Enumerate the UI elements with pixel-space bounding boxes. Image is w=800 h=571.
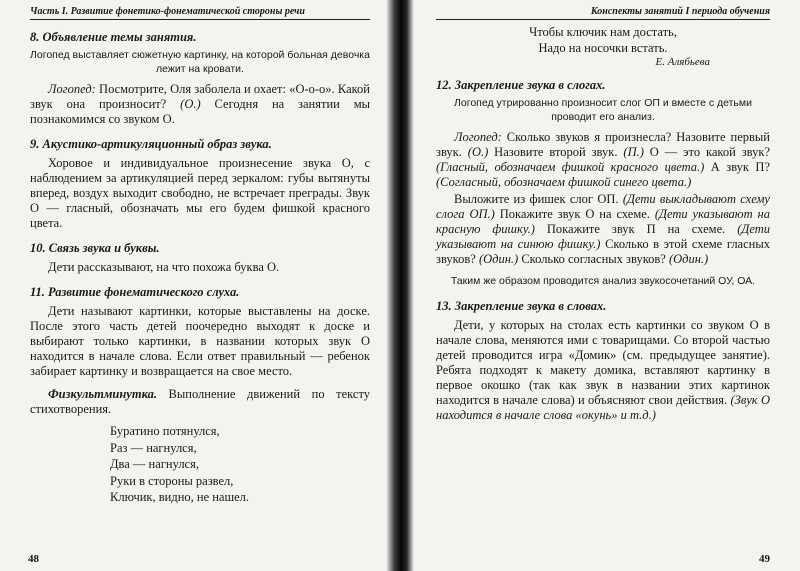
answer: (Гласный, обозначаем фишкой красного цвета.): [436, 160, 705, 174]
section-10-title: 10. Связь звука и буквы.: [30, 241, 160, 255]
text: Сегодня на занятии мы познакомимся со звуком О.: [30, 97, 371, 126]
fizkult-text: Выполнение движений по тексту стихотворения.: [30, 387, 370, 416]
fizkult-title: Физкультминутка.: [48, 387, 157, 401]
page-number: 49: [759, 553, 770, 565]
section-11-title: 11. Развитие фонематического слуха.: [30, 285, 240, 299]
answer: (П.): [623, 145, 644, 159]
section-13-text: [436, 318, 770, 423]
poem-line: Два — нагнулся,: [110, 457, 199, 471]
speaker-label: Логопед:: [454, 130, 502, 144]
poem-line: Раз — нагнулся,: [110, 440, 197, 455]
running-head: Конспекты занятий I периода обучения: [436, 6, 770, 20]
section-9-title: 9. Акустико-артикуляционный образ звука.: [30, 137, 272, 151]
page-number: 48: [28, 553, 39, 565]
book-spine: [386, 0, 414, 571]
text: Покажите звук П на схеме.: [534, 222, 738, 236]
poem-line: Ключик, видно, не нашел.: [110, 490, 250, 504]
answer: (Согласный, обозначаем фишкой синего цвета.): [436, 175, 692, 189]
answer: (О.): [467, 145, 489, 159]
poem-author: Е. Алябьева: [655, 56, 710, 68]
section-12-note-2: Таким же образом проводится анализ звукосочетаний ОУ, ОА.: [450, 275, 756, 287]
answer: (Один.): [668, 252, 709, 266]
section-12-note: Логопед утрированно произносит слог ОП и вместе с детьми проводит его анализ.: [454, 97, 752, 123]
answer: (Дети выкладывают схему слога ОП.): [436, 192, 770, 221]
section-8-note: Логопед выставляет сюжетную картинку, на которой больная девочка лежит на кровати.: [30, 49, 370, 75]
answer: (О.): [180, 97, 201, 111]
text: А звук П?: [704, 160, 770, 174]
poem-line: Руки в стороны развел,: [110, 473, 234, 488]
text: Сколько звуков я произнесла? Назовите первый звук.: [436, 130, 770, 159]
text: Сколько в этой схеме гласных звуков?: [436, 237, 770, 266]
text: Выложите из фишек слог ОП.: [454, 192, 623, 206]
section-12-dialog-2: [436, 192, 770, 267]
running-head: Часть I. Развитие фонетико-фонематической стороны речи: [30, 6, 370, 20]
poem: [436, 24, 770, 56]
section-13-title: 13. Закрепление звука в словах.: [436, 298, 607, 313]
speaker-label: Логопед:: [48, 82, 96, 96]
section-8-title: 8. Объявление темы занятия.: [30, 30, 197, 44]
section-11-text: Дети называют картинки, которые выставлены на доске. После этого часть детей поочередно выходят к доске и выбирают только картинки, в названии которых звук О находится в начале слова. Если ответ правильный — ребенок забирает картинку и возвращается на свое место.: [30, 304, 370, 378]
answer: (Дети указывают на красную фишку.): [436, 207, 771, 236]
section-8-text: [30, 82, 370, 127]
section-12-dialog: [436, 130, 770, 190]
section-9-text: Хоровое и индивидуальное произнесение звука О, с наблюдением за артикуляцией перед зеркалом: губы вытянуты вперед, воздух выходит свободно, не встречает преграды. Звук О — гласный, обозначать мы его будем фишкой красного цвета.: [30, 156, 370, 230]
answer: (Звук О находится в начале слова «окунь» и т.д.): [436, 392, 771, 422]
text: Посмотрите, Оля заболела и охает: «О-о-о». Какой звук она произносит?: [30, 82, 370, 111]
right-page: [400, 0, 800, 571]
section-10-text: Дети рассказывают, на что похожа буква О.: [48, 260, 280, 274]
text: Дети, у которых на столах есть картинки со звуком О в начале слова, меняются ими с товарищами. Со второй частью детей проводится игра «Домик» (см. предыдущее занятие). Ребята подходят к макету домика, вставляют картинку в первое окошко (так как звук в названии этих картинок находится в начале слова) и объясняют свои действия.: [436, 317, 770, 407]
poem-line: Надо на носочки встать.: [538, 41, 668, 55]
answer: (Дети указывают на синюю фишку.): [436, 222, 770, 251]
answer: (Один.): [478, 252, 519, 266]
section-12-title: 12. Закрепление звука в слогах.: [436, 78, 606, 92]
poem: [30, 423, 370, 506]
poem-line: Буратино потянулся,: [110, 424, 220, 438]
fizkult-paragraph: [30, 387, 370, 417]
text: Сколько согласных звуков?: [518, 252, 669, 266]
text: Покажите звук О на схеме.: [494, 207, 655, 221]
text: О — это какой звук?: [643, 145, 770, 159]
poem-line: Чтобы ключик нам достать,: [529, 25, 677, 39]
text: Назовите второй звук.: [488, 145, 624, 159]
